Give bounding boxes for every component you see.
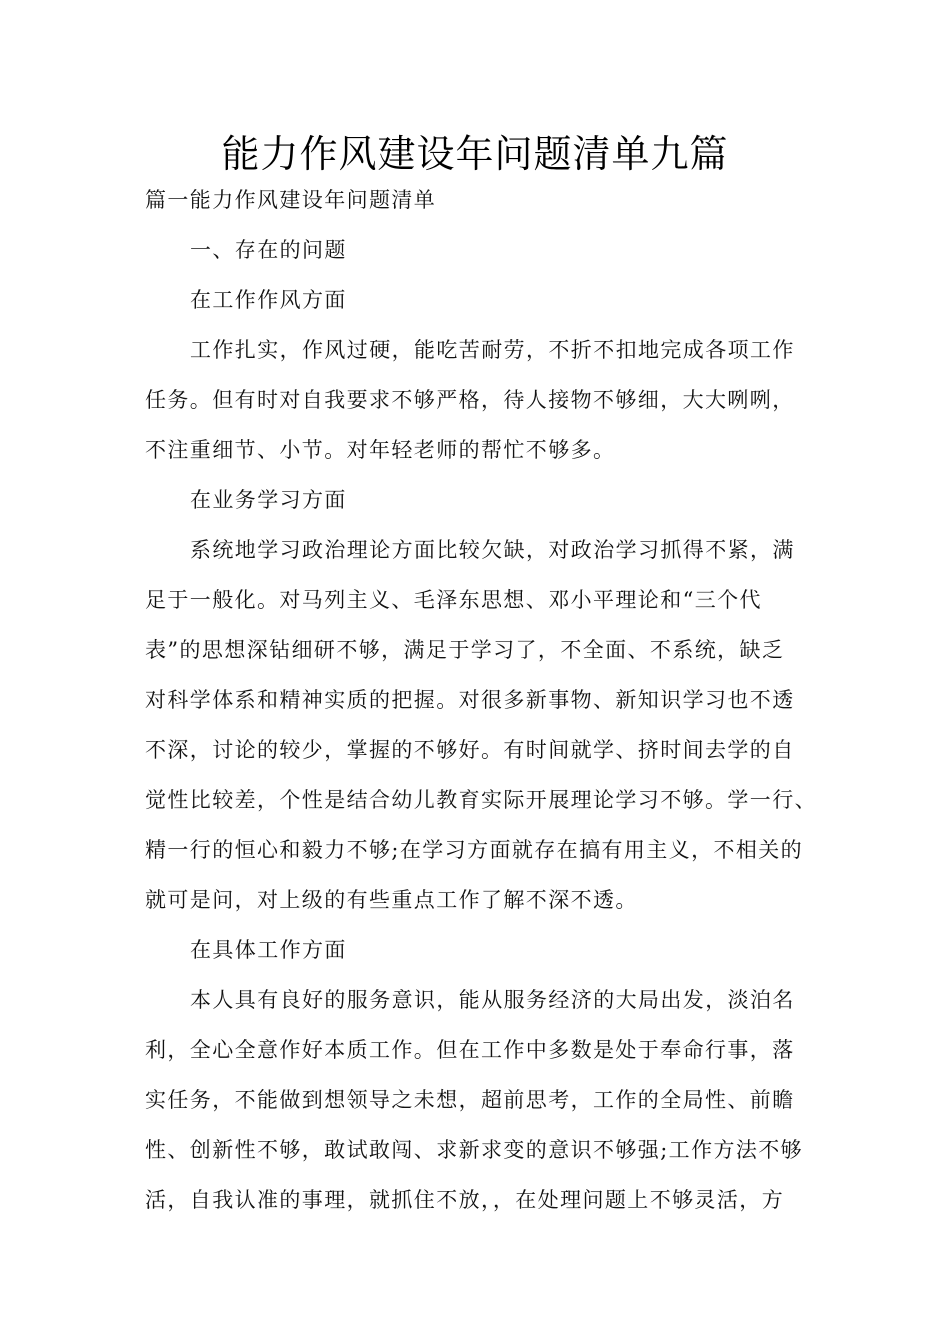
paragraph-line: 本人具有良好的服务意识，能从服务经济的大局出发，淡泊名 (190, 988, 795, 1012)
paragraph-line: 不深，讨论的较少，掌握的不够好。有时间就学、挤时间去学的自 (145, 738, 795, 762)
section-heading: 一、存在的问题 (190, 238, 347, 262)
paragraph-line: 任务。但有时对自我要求不够严格，待人接物不够细，大大咧咧， (145, 388, 795, 412)
paragraph-line: 就可是问，对上级的有些重点工作了解不深不透。 (145, 888, 638, 912)
subsection-heading-work-style: 在工作作风方面 (190, 288, 347, 312)
subsection-heading-specific-work: 在具体工作方面 (190, 938, 347, 962)
paragraph-line: 不注重细节、小节。对年轻老师的帮忙不够多。 (145, 438, 616, 462)
paragraph-line: 足于一般化。对马列主义、毛泽东思想、邓小平理论和“三个代 (145, 588, 762, 612)
paragraph-line: 表”的思想深钻细研不够，满足于学习了，不全面、不系统，缺乏 (145, 638, 785, 662)
document-subtitle: 篇一能力作风建设年问题清单 (145, 188, 437, 212)
paragraph-line: 系统地学习政治理论方面比较欠缺，对政治学习抓得不紧，满 (190, 538, 795, 562)
paragraph-line: 实任务，不能做到想领导之未想，超前思考，工作的全局性、前瞻 (145, 1088, 795, 1112)
paragraph-line: 对科学体系和精神实质的把握。对很多新事物、新知识学习也不透 (145, 688, 795, 712)
document-title: 能力作风建设年问题清单九篇 (221, 132, 729, 176)
paragraph-line: 工作扎实，作风过硬，能吃苦耐劳，不折不扣地完成各项工作 (190, 338, 795, 362)
paragraph-line: 利，全心全意作好本质工作。但在工作中多数是处于奉命行事，落 (145, 1038, 795, 1062)
paragraph-line: 觉性比较差，个性是结合幼儿教育实际开展理论学习不够。学一行、 (145, 788, 817, 812)
subsection-heading-study: 在业务学习方面 (190, 488, 347, 512)
paragraph-line: 精一行的恒心和毅力不够;在学习方面就存在搞有用主义，不相关的 (145, 838, 804, 862)
paragraph-line: 活，自我认准的事理，就抓住不放，，在处理问题上不够灵活，方 (145, 1188, 785, 1212)
paragraph-line: 性、创新性不够，敢试敢闯、求新求变的意识不够强;工作方法不够 (145, 1138, 804, 1162)
